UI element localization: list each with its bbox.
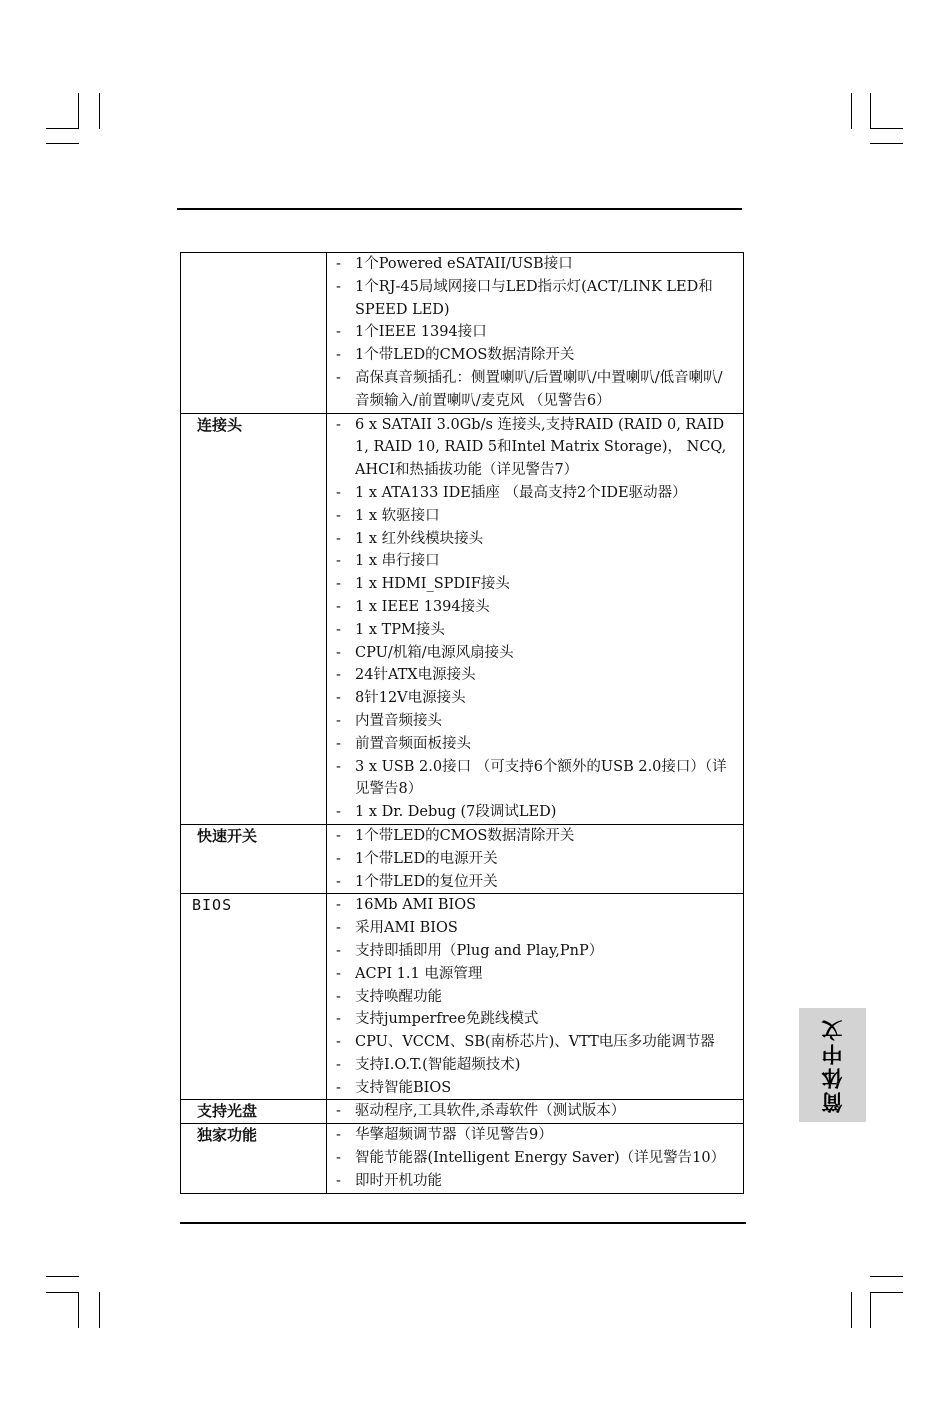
- row-label: 支持光盘: [181, 1100, 327, 1124]
- crop-mark: [851, 1292, 852, 1328]
- row-label: 快速开关: [181, 824, 327, 893]
- spec-table: [180, 252, 744, 1194]
- crop-mark: [46, 1276, 79, 1277]
- crop-mark: [78, 93, 79, 129]
- crop-mark: [78, 1292, 79, 1328]
- row-items: [327, 1100, 744, 1124]
- header-rule: [177, 208, 742, 210]
- crop-mark: [870, 1292, 871, 1328]
- crop-mark: [870, 128, 903, 129]
- list-item: - CPU、VCCM、SB(南桥芯片)、VTT电压多功能调节器: [336, 1031, 737, 1054]
- list-item: - 支持即插即用（Plug and Play,PnP）: [336, 940, 737, 963]
- spec-row-support-cd: [181, 1100, 744, 1124]
- spec-row-quick-switch: [181, 824, 744, 893]
- list-item: - 1 x IEEE 1394接头: [336, 596, 737, 619]
- crop-mark: [99, 1292, 100, 1328]
- list-item: - 1个RJ-45局域网接口与LED指示灯(ACT/LINK LED和SPEED LED): [336, 276, 737, 322]
- crop-mark: [46, 1292, 79, 1293]
- list-item: - 3 x USB 2.0接口 （可支持6个额外的USB 2.0接口）（详见警告8）: [336, 756, 737, 802]
- list-item: - 支持jumperfree免跳线模式: [336, 1008, 737, 1031]
- list-item: - 1 x Dr. Debug (7段调试LED): [336, 801, 737, 824]
- list-item: - 6 x SATAII 3.0Gb/s 连接头,支持RAID (RAID 0, RAID 1, RAID 10, RAID 5和Intel Matrix Storage)， NCQ, AHCI和热插拔功能（详见警告7）: [336, 414, 737, 482]
- list-item: - 16Mb AMI BIOS: [336, 894, 737, 917]
- crop-mark: [99, 93, 100, 129]
- list-item: - 支持唤醒功能: [336, 986, 737, 1009]
- list-item: - 采用AMI BIOS: [336, 917, 737, 940]
- list-item: - 24针ATX电源接头: [336, 664, 737, 687]
- list-item: - 1个带LED的CMOS数据清除开关: [336, 825, 737, 848]
- crop-mark: [870, 143, 903, 144]
- row-items: [327, 824, 744, 893]
- crop-mark: [870, 93, 871, 129]
- row-label: BIOS: [181, 894, 327, 1100]
- list-item: - 1个带LED的CMOS数据清除开关: [336, 344, 737, 367]
- row-items: [327, 1124, 744, 1193]
- list-item: - 智能节能器(Intelligent Energy Saver)（详见警告10）: [336, 1147, 737, 1170]
- row-label: [181, 253, 327, 414]
- crop-mark: [46, 128, 79, 129]
- list-item: - 驱动程序,工具软件,杀毒软件（测试版本）: [336, 1100, 737, 1123]
- spec-row-rear-io: [181, 253, 744, 414]
- list-item: - ACPI 1.1 电源管理: [336, 963, 737, 986]
- row-label: 独家功能: [181, 1124, 327, 1193]
- language-tab-label: 简体中文: [820, 1017, 845, 1113]
- list-item: - 1个Powered eSATAII/USB接口: [336, 253, 737, 276]
- crop-mark: [46, 143, 79, 144]
- list-item: - 1 x 软驱接口: [336, 505, 737, 528]
- row-items: [327, 894, 744, 1100]
- row-items: [327, 413, 744, 824]
- list-item: - 高保真音频插孔：侧置喇叭/后置喇叭/中置喇叭/低音喇叭/音频输入/前置喇叭/麦克风 （见警告6）: [336, 367, 737, 413]
- list-item: - 华擎超频调节器（详见警告9）: [336, 1124, 737, 1147]
- list-item: - 1个带LED的复位开关: [336, 871, 737, 894]
- list-item: - 1个IEEE 1394接口: [336, 321, 737, 344]
- spec-row-unique-features: [181, 1124, 744, 1193]
- spec-row-bios: [181, 894, 744, 1100]
- list-item: - 支持智能BIOS: [336, 1077, 737, 1100]
- list-item: - 支持I.O.T.(智能超频技术): [336, 1054, 737, 1077]
- list-item: - 1个带LED的电源开关: [336, 848, 737, 871]
- list-item: - 内置音频接头: [336, 710, 737, 733]
- list-item: - 1 x ATA133 IDE插座 （最高支持2个IDE驱动器）: [336, 482, 737, 505]
- crop-mark: [870, 1292, 903, 1293]
- list-item: - CPU/机箱/电源风扇接头: [336, 642, 737, 665]
- list-item: - 1 x TPM接头: [336, 619, 737, 642]
- crop-mark: [870, 1276, 903, 1277]
- list-item: - 8针12V电源接头: [336, 687, 737, 710]
- crop-mark: [851, 93, 852, 129]
- list-item: - 1 x 红外线模块接头: [336, 528, 737, 551]
- row-items: [327, 253, 744, 414]
- list-item: - 1 x 串行接口: [336, 550, 737, 573]
- list-item: - 即时开机功能: [336, 1170, 737, 1193]
- row-label: 连接头: [181, 413, 327, 824]
- language-tab: [799, 1008, 866, 1122]
- spec-row-connectors: [181, 413, 744, 824]
- list-item: - 1 x HDMI_SPDIF接头: [336, 573, 737, 596]
- footer-rule: [180, 1222, 746, 1224]
- list-item: - 前置音频面板接头: [336, 733, 737, 756]
